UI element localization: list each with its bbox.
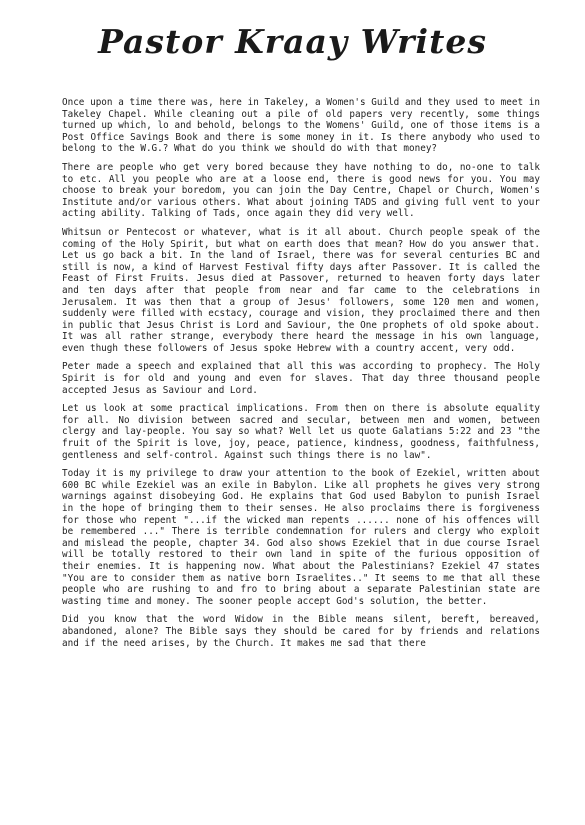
article-body <box>62 97 540 656</box>
paragraph-pentecost: Whitsun or Pentecost or whatever, what is it all about. Church people speak of the coming of the Holy Spirit, but what on earth does that mean? How do you answer that. Let us go back a bit. In the land of Israel, there was for several centuries BC and still is now, a kind of Harvest Festival fifty days after Passover. It is called the Feast of First Fruits. Jesus died at Passover, returned to heaven forty days later and ten days after that people from near and far came to the celebrations in Jerusalem. It was then that a group of Jesus' followers, some 120 men and women, suddenly were filled with ecstacy, courage and vision, they proclaimed there and then in public that Jesus Christ is Lord and Saviour, the One prophets of old spoke about. It was all rather strange, everybody there heard the message in his own language, even thugh these followers of Jesus spoke Hebrew with a country accent, very odd. <box>62 226 540 354</box>
paragraph-womens-guild: Once upon a time there was, here in Takeley, a Women's Guild and they used to meet in Takeley Chapel. While cleaning out a pile of old papers very recently, some things turned up which, lo and behold, belongs to the Womens' Guild, one of those items is a Post Office Savings Book and there is some money in it. Is there anybody who used to belong to the W.G.? What do you think we should do with that money? <box>62 97 540 155</box>
paragraph-implications: Let us look at some practical implications. From then on there is absolute equality for all. No division between sacred and secular, between men and women, between clergy and lay-people. You say so what? Well let us quote Galatians 5:22 and 23 "the fruit of the Spirit is love, joy, peace, patience, kindness, goodness, faithfulness, gentleness and self-control. Against such things there is no law". <box>62 403 540 461</box>
paragraph-peter-speech: Peter made a speech and explained that all this was according to prophecy. The Holy Spirit is for old and young and even for slaves. That day three thousand people accepted Jesus as Saviour and Lord. <box>62 361 540 396</box>
paragraph-boredom: There are people who get very bored because they have nothing to do, no-one to talk to etc. All you people who are at a loose end, there is good news for you. You may choose to break your boredom, you can join the Day Centre, Chapel or Church, Women's Institute and/or various others. What about joining TADS and giving full vent to your acting ability. Talking of Tads, once again they did very well. <box>62 161 540 220</box>
page-title: Pastor Kraay Writes <box>98 22 487 61</box>
paragraph-widow: Did you know that the word Widow in the Bible means silent, bereft, bereaved, abandoned, alone? The Bible says they should be cared for by friends and relations and if the need arises, by the Church. It makes me sad that there <box>62 614 540 649</box>
paragraph-ezekiel: Today it is my privilege to draw your attention to the book of Ezekiel, written about 600 BC while Ezekiel was an exile in Babylon. Like all prophets he gives very strong warnings against disobeying God. He explains that God used Babylon to punish Israel in the hope of bringing them to their senses. He also proclaims there is forgiveness for those who repent "...if the wicked man repents ...... none of his offences will be remembered ..." There is terrible condemnation for rulers and clergy who exploit and mislead the people, chapter 34. God also shows Ezekiel that in due course Israel will be totally restored to their own land in spite of the furious opposition of their enemies. It is happening now. What about the Palestinians? Ezekiel 47 states "You are to consider them as native born Israelites.." It seems to me that all these people who are rushing to and fro to bring about a separate Palestinian state are wasting time and money. The sooner people accept God's solution, the better. <box>62 468 540 607</box>
